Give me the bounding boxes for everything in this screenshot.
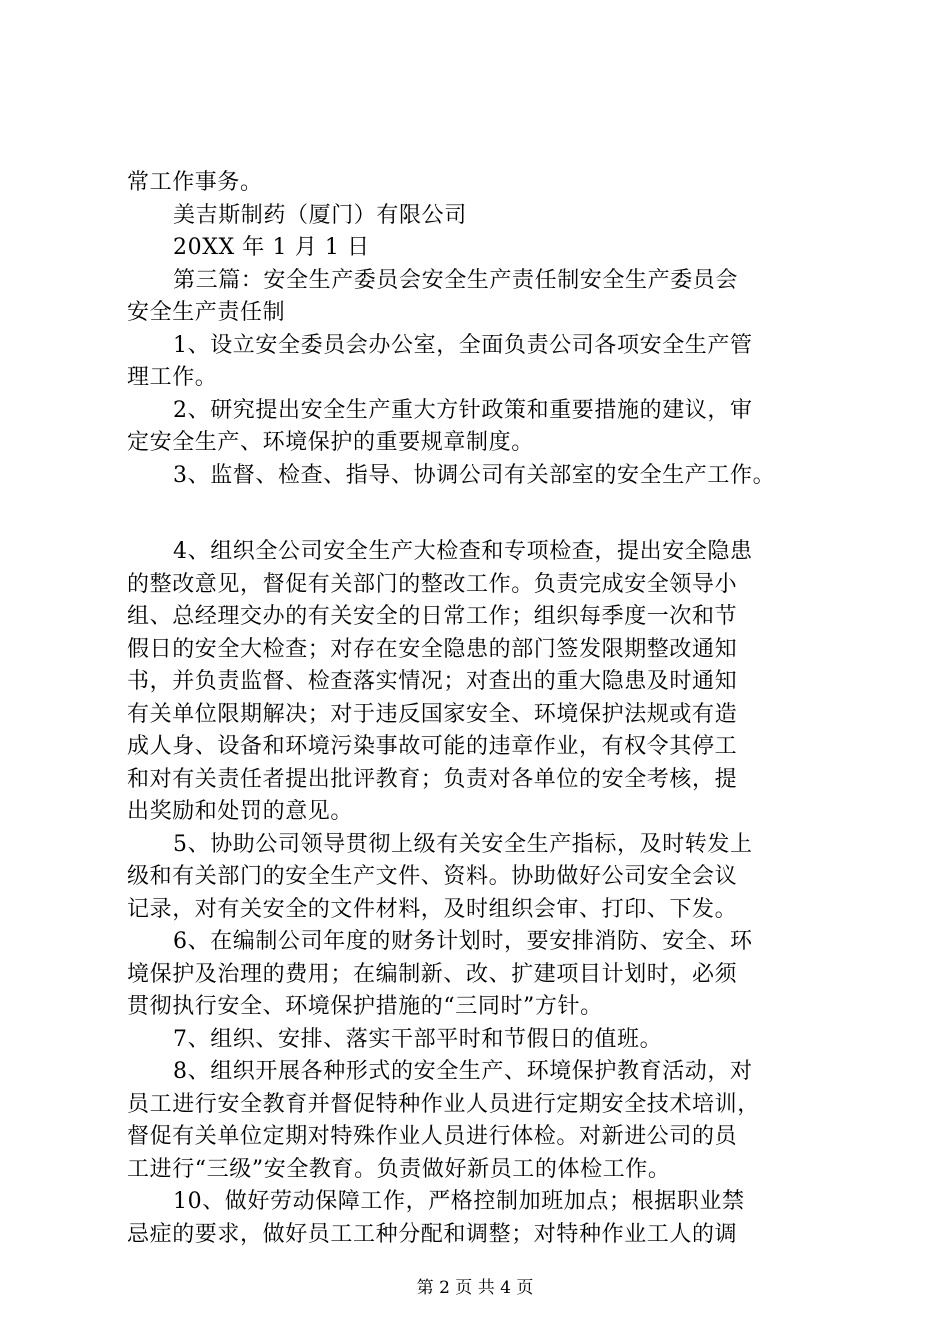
text-line: 记录，对有关安全的文件材料，及时组织会审、打印、下发。 (127, 896, 738, 922)
text-line: 成人身、设备和环境污染事故可能的违章作业，有权令其停工 (127, 734, 738, 759)
text-line: 1、设立安全委员会办公室，全面负责公司各项安全生产管 (173, 332, 753, 358)
text-line: 组、总经理交办的有关安全的日常工作；组织每季度一次和节 (127, 604, 738, 629)
text-line: 书，并负责监督、检查落实情况；对查出的重大隐患及时通知 (127, 669, 738, 694)
text-line: 美吉斯制药（厦门）有限公司 (173, 202, 467, 228)
text-line: 定安全生产、环境保护的重要规章制度。 (127, 430, 534, 455)
text-line: 和对有关责任者提出批评教育；负责对各单位的安全考核，提 (127, 766, 738, 792)
text-line: 假日的安全大检查；对存在安全隐患的部门签发限期整改通知 (127, 636, 738, 662)
text-line: 4、组织全公司安全生产大检查和专项检查，提出安全隐患 (173, 539, 753, 564)
text-line: 督促有关单位定期对特殊作业人员进行体检。对新进公司的员 (127, 1124, 738, 1149)
text-line: 3、监督、检查、指导、协调公司有关部室的安全生产工作。 (173, 462, 776, 488)
text-line: 第三篇：安全生产委员会安全生产责任制安全生产委员会 (173, 267, 739, 293)
paragraph-block-after-gap (127, 536, 845, 1251)
page-footer: 第 2 页 共 4 页 (416, 1278, 534, 1298)
text-line: 10、做好劳动保障工作，严格控制加班加点；根据职业禁 (173, 1189, 745, 1214)
text-line: 2、研究提出安全生产重大方针政策和重要措施的建议，审 (173, 397, 753, 423)
text-line: 8、组织开展各种形式的安全生产、环境保护教育活动，对 (173, 1059, 753, 1084)
text-line: 出奖励和处罚的意见。 (127, 799, 354, 824)
text-line: 20XX 年 1 月 1 日 (173, 235, 370, 260)
text-line: 5、协助公司领导贯彻上级有关安全生产指标，及时转发上 (173, 831, 753, 857)
text-line: 员工进行安全教育并督促特种作业人员进行定期安全技术培训， (127, 1091, 760, 1117)
text-line: 贯彻执行安全、环境保护措施的“三同时”方针。 (127, 994, 603, 1019)
text-line: 安全生产责任制 (127, 300, 286, 325)
text-line: 的整改意见，督促有关部门的整改工作。负责完成安全领导小 (127, 571, 738, 597)
text-line: 理工作。 (127, 365, 218, 390)
text-line: 有关单位限期解决；对于违反国家安全、环境保护法规或有造 (127, 701, 738, 727)
text-line: 级和有关部门的安全生产文件、资料。协助做好公司安全会议 (127, 864, 738, 889)
paragraph-block-before-gap (127, 167, 845, 492)
text-line: 忌症的要求，做好员工工种分配和调整；对特种作业工人的调 (127, 1221, 738, 1247)
text-line: 常工作事务。 (127, 170, 263, 195)
text-line: 7、组织、安排、落实干部平时和节假日的值班。 (173, 1026, 663, 1052)
text-line: 境保护及治理的费用；在编制新、改、扩建项目计划时，必须 (127, 961, 738, 987)
paragraph-gap (127, 492, 845, 536)
text-line: 6、在编制公司年度的财务计划时，要安排消防、安全、环 (173, 929, 753, 954)
document-body (127, 167, 845, 1251)
text-line: 工进行“三级”安全教育。负责做好新员工的体检工作。 (127, 1156, 671, 1182)
